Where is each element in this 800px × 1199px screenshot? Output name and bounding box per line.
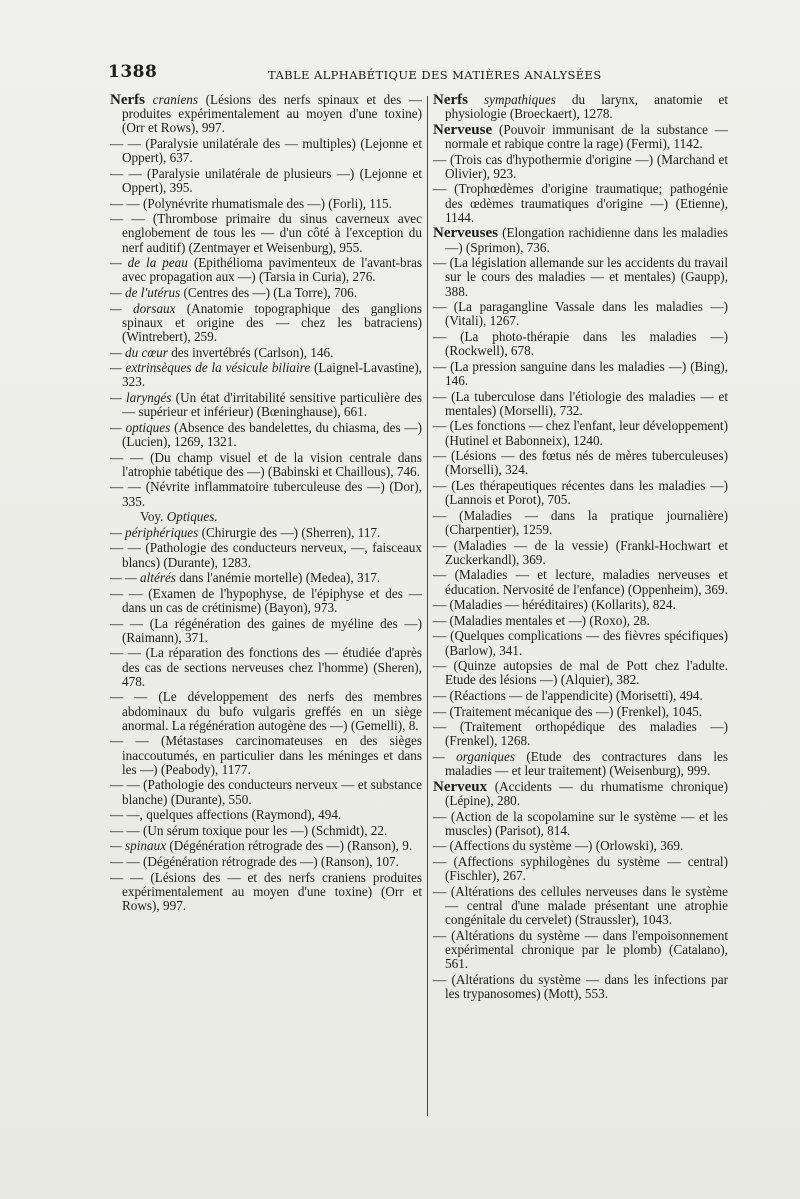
index-entry [110, 690, 422, 733]
entry-subheading: — périphériques [110, 524, 199, 540]
entry-text: (Centres des —) (La Torre), 706. [183, 284, 358, 300]
index-entry [433, 973, 728, 1001]
index-entry [110, 256, 422, 284]
running-title: TABLE ALPHABÉTIQUE DES MATIÈRES ANALYSÉES [268, 68, 602, 82]
index-entry [110, 839, 422, 853]
entry-subheading: Optiques. [166, 509, 218, 525]
entry-text: — (Trophœdèmes d'origine traumatique; pathogénie des œdèmes traumatiques d'origine —) (Etienne), 1144. [433, 181, 728, 225]
index-entry [433, 93, 728, 121]
entry-text: — (Quelques complications — des fièvres spécifiques) (Barlow), 341. [433, 628, 728, 658]
index-entry [433, 182, 728, 225]
index-entry [110, 167, 422, 195]
entry-text: (Anatomie topographique des ganglions spinaux et origine des — chez les batraciens) (Wintrebert), 259. [122, 300, 422, 344]
entry-text: — (La tuberculose dans l'étiologie des maladies — et mentales) (Morselli), 732. [433, 388, 728, 418]
entry-text: — — (La régénération des gaines de myéline des —) (Raimann), 371. [110, 615, 422, 645]
index-entry [433, 705, 728, 719]
entry-text: (Chirurgie des —) (Sherren), 117. [201, 524, 381, 540]
index-entry [110, 451, 422, 479]
entry-text: (Etude des contractures dans les maladies — et leur traitement) (Weisenburg), 999. [445, 748, 728, 779]
index-entry [110, 587, 422, 615]
index-entry [433, 750, 728, 778]
entry-text: dans l'anémie mortelle) (Medea), 317. [179, 570, 381, 586]
index-entry [433, 330, 728, 358]
entry-text: — (Quinze autopsies de mal de Pott chez l'adulte. Etude des lésions —) (Alquier), 382. [433, 658, 728, 688]
index-entry [433, 509, 728, 537]
index-entry [433, 226, 728, 254]
entry-text: — — (Paralysie unilatérale des — multiples) (Lejonne et Oppert), 637. [110, 136, 422, 166]
index-entry [110, 541, 422, 569]
index-entry [110, 871, 422, 914]
index-entry [433, 855, 728, 883]
right-index-column [433, 93, 728, 1193]
index-entry [433, 419, 728, 447]
entry-subheading: sympathiques [484, 93, 556, 107]
entry-text: — (La pression sanguine dans les maladies —) (Bing), 146. [433, 358, 728, 388]
column-divider [427, 96, 428, 1116]
index-entry [110, 778, 422, 806]
entry-subheading: — laryngés [110, 389, 172, 405]
entry-text: des invertébrés (Carlson), 146. [171, 344, 334, 360]
index-entry [110, 824, 422, 838]
index-entry [433, 153, 728, 181]
index-entry [110, 346, 422, 360]
entry-text: — — (La réparation des fonctions des — étudiée d'après des cas de sections nerveuses chez l'homme) (Sheren), 478. [110, 645, 422, 689]
entry-text: (Accidents — du rhumatisme chronique) (Lépine), 280. [445, 778, 728, 808]
entry-headword: Nerveux [433, 778, 488, 795]
index-entry [433, 629, 728, 657]
entry-headword: Nerfs [433, 93, 468, 108]
entry-text: — (Maladies — dans la pratique journalière) (Charpentier), 1259. [433, 507, 728, 537]
index-entry [110, 734, 422, 777]
entry-text: — — (Névrite inflammatoire tuberculeuse des —) (Dor), 335. [110, 479, 422, 509]
index-entry [433, 689, 728, 703]
entry-subheading: — spinaux [110, 838, 167, 854]
entry-subheading: — extrinsèques de la vésicule biliaire [110, 360, 311, 376]
entry-text: (Un état d'irritabilité sensitive particulière des — supérieur et inférieur) (Bœninghause), 661. [122, 389, 422, 420]
entry-subheading: — — altérés [110, 570, 176, 586]
entry-text: — (La législation allemande sur les accidents du travail sur le cours des maladies — et mentales) (Gaupp), 388. [433, 255, 728, 299]
entry-text: — (Maladies — et lecture, maladies nerveuses et éducation. Nervosité de l'enfance) (Oppenheim), 369. [433, 567, 728, 597]
entry-subheading: — de l'utérus [110, 284, 181, 300]
index-entry [110, 302, 422, 345]
index-entry [433, 300, 728, 328]
entry-headword: Nerfs [110, 93, 145, 108]
entry-subheading: — de la peau [110, 255, 188, 271]
entry-text: (Lésions des nerfs spinaux et des — produites expérimentalement au moyen d'une toxine) (Orr et Rows), 997. [122, 93, 422, 136]
index-entry [433, 360, 728, 388]
entry-text: (Dégénération rétrograde des —) (Ranson), 9. [169, 838, 413, 854]
index-entry [110, 855, 422, 869]
index-entry [110, 421, 422, 449]
index-entry [110, 571, 422, 585]
index-entry [110, 808, 422, 822]
index-entry [433, 720, 728, 748]
entry-text: — (Action de la scopolamine sur le système — et les muscles) (Parisot), 814. [433, 808, 728, 838]
index-entry [110, 480, 422, 508]
entry-text: — — (Examen de l'hypophyse, de l'épiphyse et des — dans un cas de crétinisme) (Bayon), 973. [110, 585, 422, 615]
index-entry [433, 929, 728, 972]
entry-headword: Nerveuse [433, 121, 493, 138]
entry-text: — (Maladies — héréditaires) (Kollarits), 824. [433, 597, 676, 613]
entry-text: — (Traitement orthopédique des maladies —) (Frenkel), 1268. [433, 719, 728, 749]
index-entry [110, 391, 422, 419]
entry-text: — — (Du champ visuel et de la vision centrale dans l'atrophie tabétique des —) (Babinski et Chaillous), 746. [110, 449, 422, 479]
entry-text: — (Lésions — des fœtus nés de mères tuberculeuses) (Morselli), 324. [433, 448, 728, 478]
index-entry [110, 197, 422, 211]
entry-text: (Epithélioma pavimenteux de l'avant-bras avec propagation aux —) (Tarsia in Curia), 276. [122, 255, 422, 285]
entry-text: (Absence des bandelettes, du chiasma, des —) (Lucien), 1269, 1321. [122, 419, 422, 449]
entry-text: (Elongation rachidienne dans les maladies —) (Sprimon), 736. [445, 225, 728, 255]
entry-text: — — (Paralysie unilatérale de plusieurs —) (Lejonne et Oppert), 395. [110, 165, 422, 195]
entry-text: — (La paragangline Vassale dans les maladies —) (Vitali), 1267. [433, 299, 728, 329]
index-entry [433, 780, 728, 808]
index-entry [433, 123, 728, 151]
index-entry [110, 286, 422, 300]
entry-text: — (Les fonctions — chez l'enfant, leur développement) (Hutinel et Babonneix), 1240. [433, 418, 728, 448]
index-entry [433, 539, 728, 567]
entry-text: du larynx, anatomie et physiologie (Broeckaert), 1278. [445, 93, 728, 122]
entry-subheading: — organiques [433, 748, 515, 764]
entry-text: — (Altérations du système — dans l'empoisonnement expérimental chronique par le plomb) (Catalano), 561. [433, 927, 728, 972]
index-entry [110, 93, 422, 136]
index-entry [433, 568, 728, 596]
entry-text: — — (Dégénération rétrograde des —) (Ranson), 107. [110, 853, 399, 869]
entry-text: — (Affections syphilogènes du système — central) (Fischler), 267. [433, 853, 728, 884]
index-entry [433, 659, 728, 687]
index-entry [110, 212, 422, 255]
index-entry [433, 449, 728, 477]
entry-text: — (Traitement mécanique des —) (Frenkel), 1045. [433, 703, 703, 719]
entry-text: — — (Polynévrite rhumatismale des —) (Forli), 115. [110, 195, 392, 211]
entry-text: — — (Pathologie des conducteurs nerveux — et substance blanche) (Durante), 550. [110, 777, 422, 807]
left-index-column [110, 93, 422, 1193]
index-entry [433, 839, 728, 853]
entry-text: — — (Pathologie des conducteurs nerveux, —, faisceaux blancs) (Durante), 1283. [110, 540, 422, 570]
index-entry [110, 526, 422, 540]
index-entry [433, 810, 728, 838]
index-entry [433, 614, 728, 628]
entry-text: — (Altérations des cellules nerveuses dans le système — central d'une malade présentant une atrophie congénitale du cervelet) (Straussler), 1043. [433, 883, 728, 928]
index-entry [433, 479, 728, 507]
entry-text: — (Affections du système —) (Orlowski), 369. [433, 838, 684, 854]
page-header [108, 62, 748, 86]
page-number: 1388 [108, 62, 158, 82]
entry-text: — (Maladies mentales et —) (Roxo), 28. [433, 612, 650, 628]
entry-text: Voy. [140, 509, 164, 525]
entry-subheading: — optiques [110, 419, 171, 435]
entry-text: — —, quelques affections (Raymond), 494. [110, 807, 342, 823]
entry-text: (Laignel-Lavastine), 323. [122, 360, 422, 390]
entry-text: — (Trois cas d'hypothermie d'origine —) (Marchand et Olivier), 923. [433, 151, 728, 181]
entry-text: — — (Un sérum toxique pour les —) (Schmidt), 22. [110, 822, 388, 838]
entry-text: — — (Métastases carcinomateuses en des sièges inaccoutumés, en particulier dans les méninges et dans les —) (Peabody), 1177. [110, 733, 422, 777]
entry-subheading: — dorsaux [110, 300, 176, 316]
entry-text: — (Altérations du système — dans les infections par les trypanosomes) (Mott), 553. [433, 971, 728, 1001]
index-entry [433, 885, 728, 928]
entry-text: — — (Thrombose primaire du sinus caverneux avec englobement de tous les — d'un côté à l'exception du nerf auditif) (Zentmayer et Weisenburg), 955. [110, 211, 422, 255]
index-entry [110, 137, 422, 165]
index-entry [110, 646, 422, 689]
index-entry [433, 598, 728, 612]
index-entry [433, 256, 728, 299]
index-entry [110, 617, 422, 645]
entry-text: — — (Le développement des nerfs des membres abdominaux du bufo vulgaris greffés en un siège anormal. La régénération autogène des —) (Gemelli), 8. [110, 689, 422, 733]
index-entry [110, 361, 422, 389]
entry-text: (Pouvoir immunisant de la substance — normale et rabique contre la rage) (Fermi), 1142. [445, 121, 728, 151]
index-entry [433, 390, 728, 418]
index-entry [110, 510, 422, 524]
entry-text: — (Les thérapeutiques récentes dans les maladies —) (Lannois et Porot), 705. [433, 477, 728, 508]
entry-text: — (Maladies — de la vessie) (Frankl-Hochwart et Zuckerkandl), 369. [433, 537, 728, 567]
entry-subheading: — du cœur [110, 344, 168, 360]
entry-headword: Nerveuses [433, 225, 498, 242]
entry-text: — — (Lésions des — et des nerfs craniens produites expérimentalement au moyen d'une toxine) (Orr et Rows), 997. [110, 869, 422, 913]
entry-text: — (La photo-thérapie dans les maladies —) (Rockwell), 678. [433, 328, 728, 359]
entry-text: — (Réactions — de l'appendicite) (Morisetti), 494. [433, 687, 703, 703]
entry-subheading: craniens [152, 93, 199, 107]
